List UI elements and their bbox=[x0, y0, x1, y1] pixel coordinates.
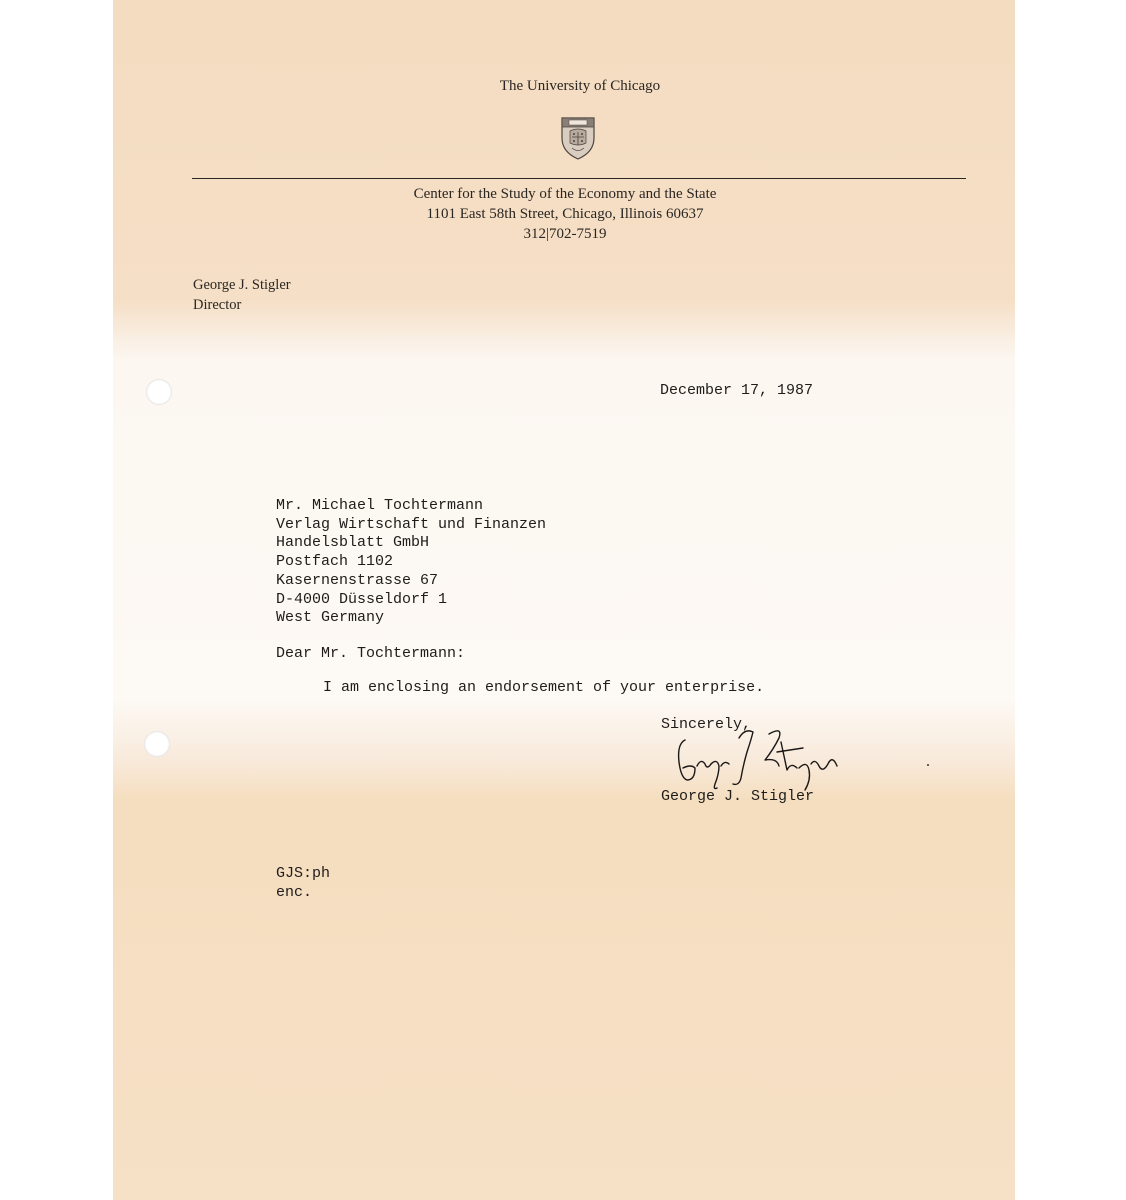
letter-body: I am enclosing an endorsement of your enterprise. bbox=[323, 679, 765, 696]
center-name: Center for the Study of the Economy and the State bbox=[413, 186, 717, 202]
letterhead-rule bbox=[192, 178, 966, 179]
paper-speck bbox=[927, 764, 929, 766]
address-line: Verlag Wirtschaft und Finanzen bbox=[276, 515, 547, 533]
address-line: West Germany bbox=[276, 609, 385, 627]
center-phone: 312|702-7519 bbox=[523, 226, 607, 242]
director-block bbox=[193, 275, 291, 315]
letter-page bbox=[113, 0, 1015, 1200]
address-line: Handelsblatt GmbH bbox=[276, 534, 430, 552]
closing: Sincerely, bbox=[661, 716, 752, 733]
university-seal-icon bbox=[558, 112, 598, 162]
enclosure-note: enc. bbox=[276, 884, 313, 901]
recipient-address bbox=[276, 497, 546, 628]
address-line: D-4000 Düsseldorf 1 bbox=[276, 590, 448, 608]
address-line: Kasernenstrasse 67 bbox=[276, 571, 439, 589]
punch-hole-lower bbox=[144, 731, 170, 757]
director-title: Director bbox=[193, 297, 242, 313]
center-info bbox=[365, 184, 765, 244]
punch-hole-upper bbox=[146, 379, 172, 405]
director-name: George J. Stigler bbox=[193, 277, 291, 293]
salutation: Dear Mr. Tochtermann: bbox=[276, 645, 466, 662]
university-name: The University of Chicago bbox=[499, 78, 661, 94]
address-line: Mr. Michael Tochtermann bbox=[276, 497, 484, 514]
reference-block bbox=[276, 864, 330, 902]
letter-date: December 17, 1987 bbox=[660, 382, 814, 399]
center-street: 1101 East 58th Street, Chicago, Illinois 60637 bbox=[426, 206, 704, 222]
signer-name: George J. Stigler bbox=[661, 788, 815, 805]
typist-initials: GJS:ph bbox=[276, 865, 331, 882]
address-line: Postfach 1102 bbox=[276, 553, 394, 571]
